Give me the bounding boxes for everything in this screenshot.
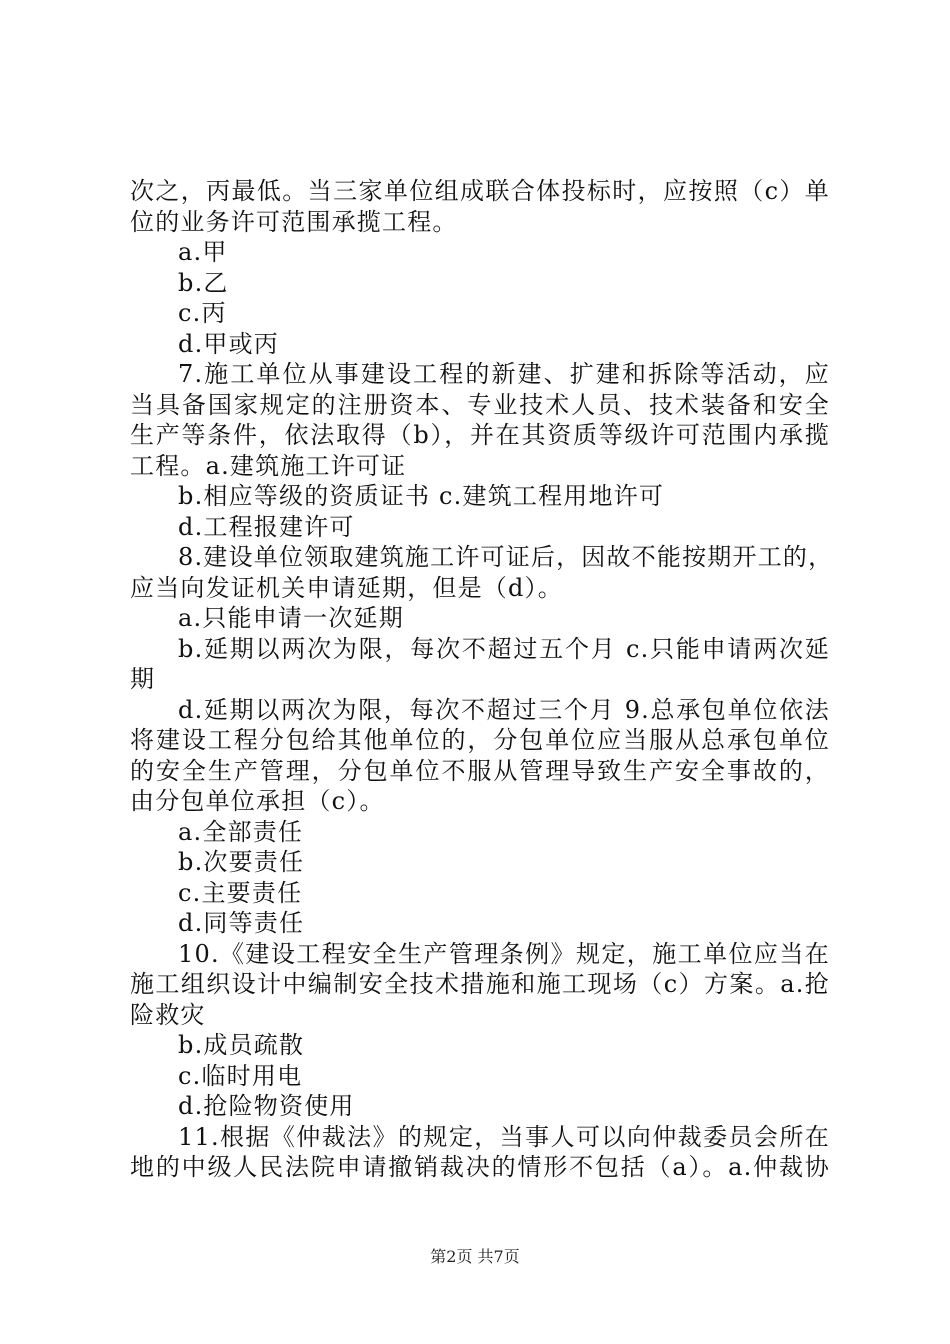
text-line: 11.根据《仲裁法》的规定，当事人可以向仲裁委员会所在 (178, 1122, 830, 1151)
text-line: d.工程报建许可 (178, 512, 355, 541)
text-line: d.同等责任 (178, 909, 305, 937)
text-line: 7.施工单位从事建设工程的新建、扩建和拆除等活动，应 (178, 360, 830, 388)
document-body (130, 176, 834, 1183)
text-line: d.延期以两次为限，每次不超过三个月 9.总承包单位依法 (178, 695, 830, 724)
text-line: c.丙 (178, 299, 227, 327)
text-line: 当具备国家规定的注册资本、专业技术人员、技术装备和安全 (130, 390, 830, 419)
text-line: d.甲或丙 (178, 329, 279, 358)
text-line: 将建设工程分包给其他单位的，分包单位应当服从总承包单位 (130, 726, 830, 754)
text-line: 地的中级人民法院申请撤销裁决的情形不包括（a）。a.仲裁协 (130, 1153, 830, 1181)
text-line: 施工组织设计中编制安全技术措施和施工现场（c）方案。a.抢 (130, 970, 830, 998)
text-line: d.抢险物资使用 (178, 1092, 355, 1120)
text-line: b.延期以两次为限，每次不超过五个月 c.只能申请两次延 (178, 634, 830, 663)
text-line: b.相应等级的资质证书 c.建筑工程用地许可 (178, 482, 665, 510)
text-line: 的安全生产管理，分包单位不服从管理导致生产安全事故的， (130, 756, 830, 785)
text-line: 应当向发证机关申请延期，但是（d）。 (130, 573, 563, 602)
text-line: 险救灾 (130, 1000, 206, 1029)
text-line: a.全部责任 (178, 817, 304, 846)
text-line: 8.建设单位领取建筑施工许可证后，因故不能按期开工的， (178, 543, 834, 571)
text-line: 由分包单位承担（c）。 (130, 787, 385, 815)
text-line: b.次要责任 (178, 848, 305, 876)
page-footer: 第2页 共7页 (430, 1247, 520, 1266)
text-line: a.只能申请一次延期 (178, 604, 404, 632)
text-line: 10.《建设工程安全生产管理条例》规定，施工单位应当在 (178, 939, 830, 968)
text-line: 次之，丙最低。当三家单位组成联合体投标时，应按照（c）单 (130, 177, 830, 205)
text-line: 工程。a.建筑施工许可证 (130, 451, 407, 480)
text-line: 生产等条件，依法取得（b），并在其资质等级许可范围内承揽 (130, 421, 830, 449)
text-line: a.甲 (178, 238, 228, 266)
text-line: 位的业务许可范围承揽工程。 (130, 207, 458, 236)
text-line: b.乙 (178, 268, 229, 297)
text-line: c.主要责任 (178, 878, 303, 907)
text-line: c.临时用电 (178, 1061, 303, 1090)
text-line: 期 (130, 665, 156, 693)
text-line: b.成员疏散 (178, 1031, 305, 1059)
